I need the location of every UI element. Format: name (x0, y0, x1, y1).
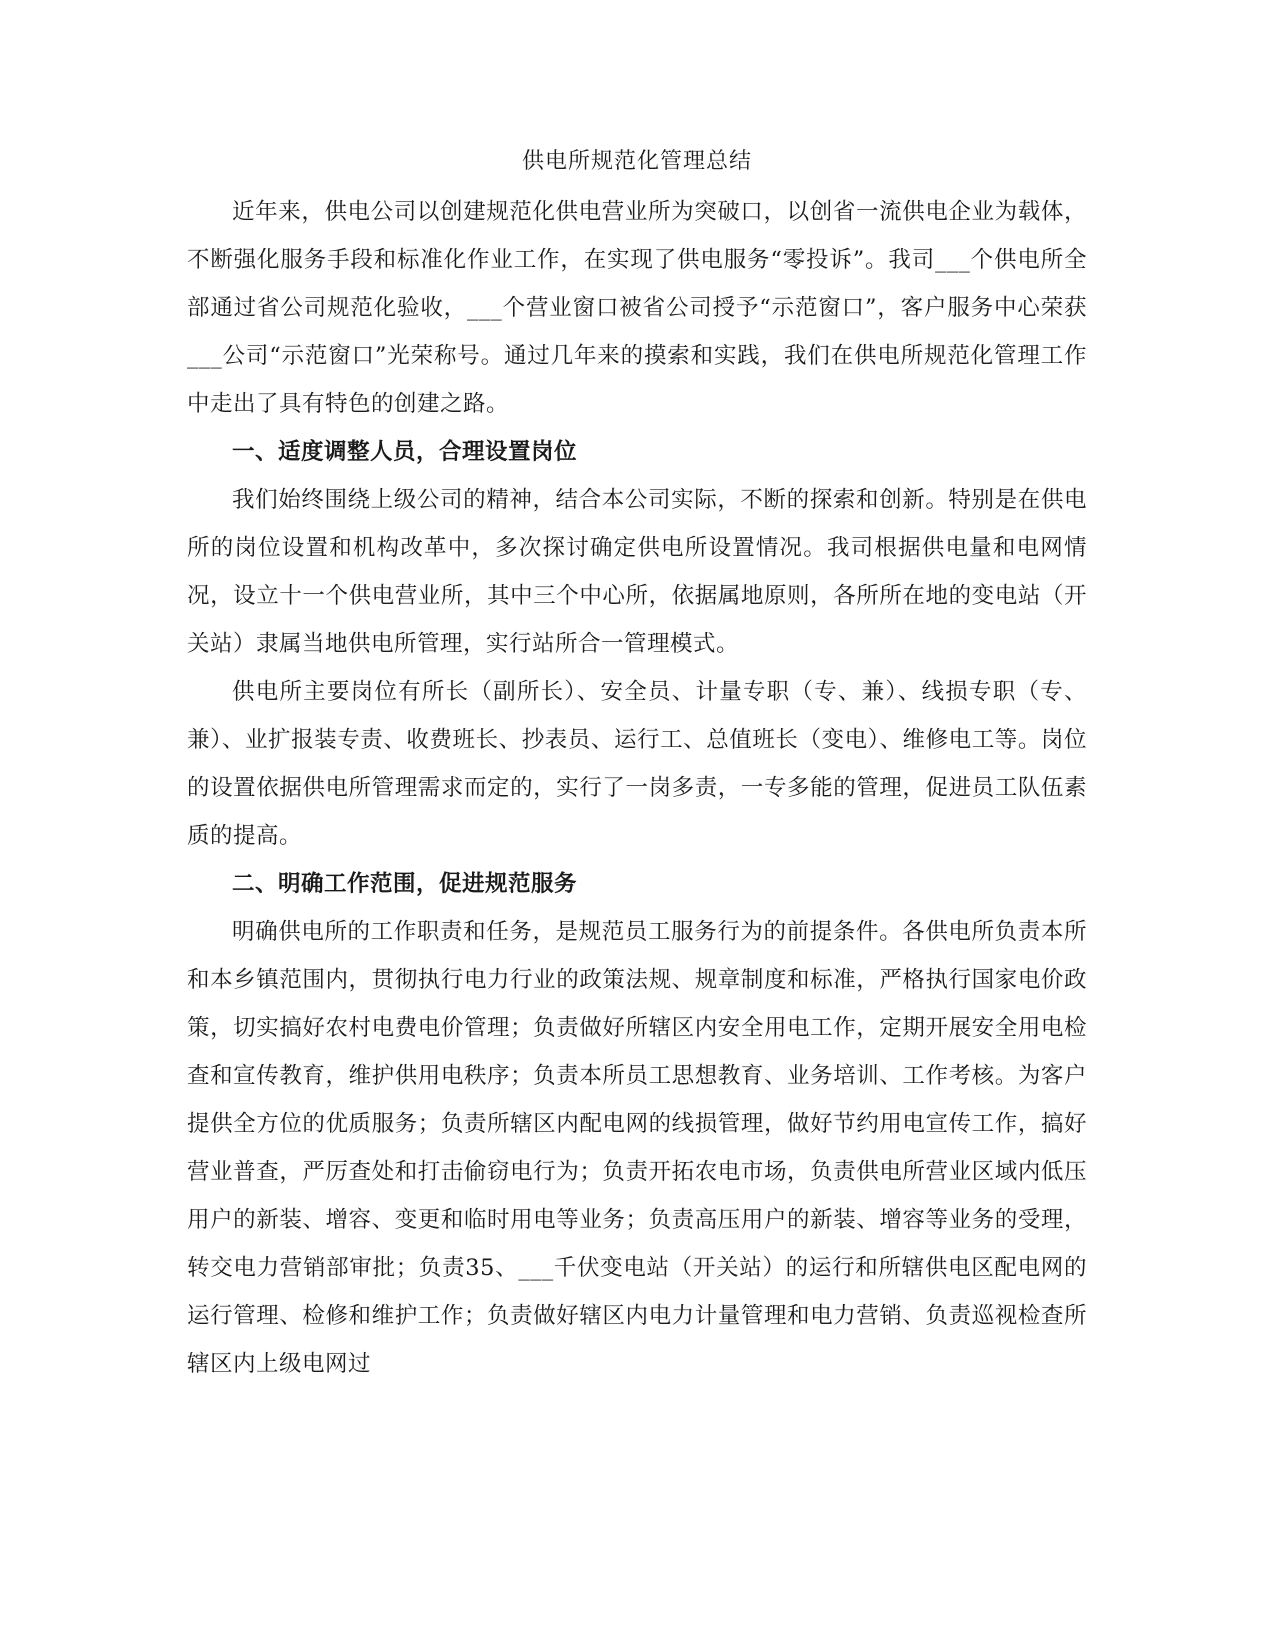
document-page (187, 140, 1087, 1388)
section-heading-1: 一、适度调整人员，合理设置岗位 (232, 439, 578, 465)
document-title: 供电所规范化管理总结 (521, 149, 752, 174)
paragraph-section-2a: 明确供电所的工作职责和任务，是规范员工服务行为的前提条件。各供电所负责本所和本乡镇范围内，贯彻执行电力行业的政策法规、规章制度和标准，严格执行国家电价政策，切实搞好农村电费电价管理；负责做好所辖区内安全用电工作，定期开展安全用电检查和宣传教育，维护供用电秩序；负责本所员工思想教育、业务培训、工作考核。为客户提供全方位的优质服务；负责所辖区内配电网的线损管理，做好节约用电宣传工作，搞好营业普查，严厉查处和打击偷窃电行为；负责开拓农电市场，负责供电所营业区域内低压用户的新装、增容、变更和临时用电等业务；负责高压用户的新装、增容等业务的受理，转交电力营销部审批；负责35、___千伏变电站（开关站）的运行和所辖供电区配电网的运行管理、检修和维护工作；负责做好辖区内电力计量管理和电力营销、负责巡视检查所辖区内上级电网过 (187, 919, 1087, 1377)
section-heading-2: 二、明确工作范围，促进规范服务 (232, 871, 578, 897)
paragraph-section-1a: 我们始终围绕上级公司的精神，结合本公司实际，不断的探索和创新。特别是在供电所的岗位设置和机构改革中，多次探讨确定供电所设置情况。我司根据供电量和电网情况，设立十一个供电营业所，其中三个中心所，依据属地原则，各所所在地的变电站（开关站）隶属当地供电所管理，实行站所合一管理模式。 (187, 487, 1087, 657)
paragraph-intro: 近年来，供电公司以创建规范化供电营业所为突破口，以创省一流供电企业为载体，不断强化服务手段和标准化作业工作，在实现了供电服务“零投诉”。我司___个供电所全部通过省公司规范化验收，___个营业窗口被省公司授予“示范窗口”，客户服务中心荣获___公司“示范窗口”光荣称号。通过几年来的摸索和实践，我们在供电所规范化管理工作中走出了具有特色的创建之路。 (187, 199, 1087, 417)
paragraph-section-1b: 供电所主要岗位有所长（副所长）、安全员、计量专职（专、兼）、线损专职（专、兼）、业扩报装专责、收费班长、抄表员、运行工、总值班长（变电）、维修电工等。岗位的设置依据供电所管理需求而定的，实行了一岗多责，一专多能的管理，促进员工队伍素质的提高。 (187, 679, 1087, 849)
